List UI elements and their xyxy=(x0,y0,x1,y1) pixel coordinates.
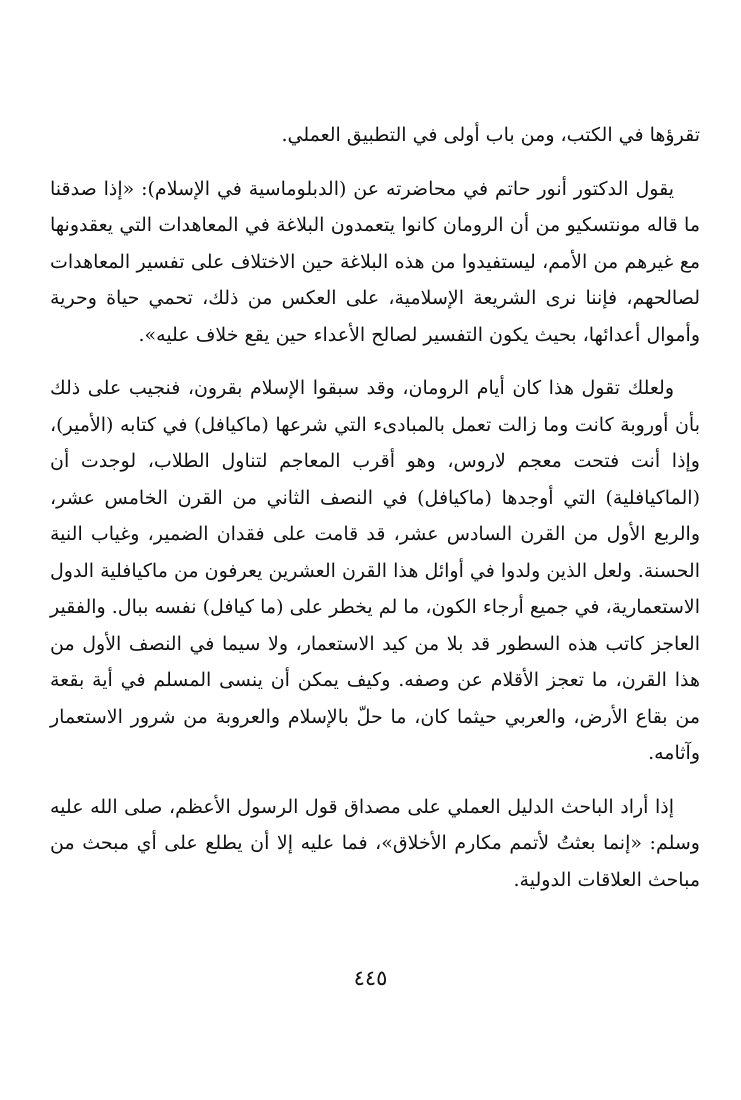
paragraph-machiavelli: ولعلك تقول هذا كان أيام الرومان، وقد سبقوا الإسلام بقرون، فنجيب على ذلك بأن أوروبة كانت وما زالت تعمل بالمبادىء التي شرعها (ماكيافل) في كتابه (الأمير)، وإذا أنت فتحت معجم لاروس، وهو أقرب المعاجم لتناول الطلاب، لوجدت أن (الماكيافلية) التي أوجدها (ماكيافل) في النصف الثاني من القرن الخامس عشر، والربع الأول من القرن السادس عشر، قد قامت على فقدان الضمير، وغياب النية الحسنة. ولعل الذين ولدوا في أوائل هذا القرن العشرين يعرفون من ماكيافلية الدول الاستعمارية، في جميع أرجاء الكون، ما لم يخطر على (ما كيافل) نفسه ببال. والفقير العاجز كاتب هذه السطور قد بلا من كيد الاستعمار، ولا سيما في النصف الأول من هذا القرن، ما تعجز الأقلام عن وصفه. وكيف يمكن أن ينسى المسلم في أية بقعة من بقاع الأرض، والعربي حيثما كان، ما حلّ بالإسلام والعروبة من شرور الاستعمار وآثامه. xyxy=(50,377,700,764)
page-body-text xyxy=(50,117,700,915)
paragraph-anwar-hatem-quote: يقول الدكتور أنور حاتم في محاضرته عن (الدبلوماسية في الإسلام): «إذا صدقنا ما قاله مونتسكيو من أن الرومان كانوا يتعمدون البلاغة في المعاهدات التي يعقدونها مع غيرهم من الأمم، ليستفيدوا من هذه البلاغة حين الاختلاف على تفسير المعاهدات لصالحهم، فإننا نرى الشريعة الإسلامية، على العكس من ذلك، تحمي حياة وحرية وأموال أعدائها، بحيث يكون التفسير لصالح الأعداء حين يقع خلاف عليه». xyxy=(50,177,700,346)
paragraph-continuation: تقرؤها في الكتب، ومن باب أولى في التطبيق العملي. xyxy=(281,124,700,146)
paragraph-prophet-hadith: إذا أراد الباحث الدليل العملي على مصداق قول الرسول الأعظم، صلى الله عليه وسلم: «إنما بعثتُ لأتمم مكارم الأخلاق»، فما عليه إلا أن يطلع على أي مبحث من مباحث العلاقات الدولية. xyxy=(50,795,700,891)
page-number: ٤٤٥ xyxy=(353,966,388,990)
